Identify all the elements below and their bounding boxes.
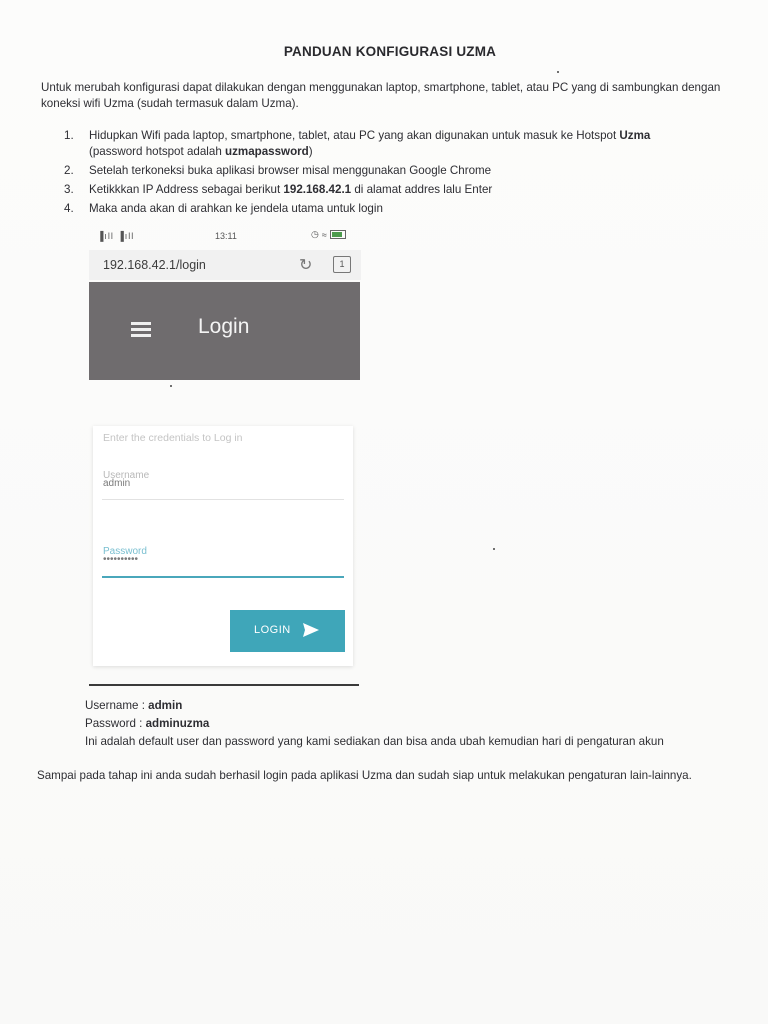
step-item-2 <box>64 163 744 179</box>
password-label: Password <box>103 546 147 557</box>
username-value: admin <box>148 699 183 712</box>
step-text-bold: Uzma <box>619 129 651 142</box>
scan-speck <box>170 385 172 387</box>
login-card <box>93 426 353 666</box>
step-text: Maka anda akan di arahkan ke jendela utama untuk login <box>89 202 383 215</box>
password-underline <box>102 576 344 578</box>
step-text-bold: 192.168.42.1 <box>283 183 352 196</box>
scan-speck <box>493 548 495 550</box>
password-field[interactable]: •••••••••• <box>103 554 139 565</box>
browser-address-bar[interactable] <box>89 250 361 280</box>
step-number: 4. <box>64 202 74 215</box>
password-line <box>85 715 755 733</box>
login-prompt: Enter the credentials to Log in <box>103 432 243 444</box>
battery-icon <box>330 230 346 239</box>
status-time: 13:11 <box>215 231 237 241</box>
app-bar <box>89 282 360 380</box>
step-number: 2. <box>64 164 74 177</box>
step-text <box>89 129 650 158</box>
step-item-1 <box>64 128 744 160</box>
hamburger-menu-icon[interactable] <box>131 322 151 336</box>
credentials-block <box>85 697 755 751</box>
steps-list <box>64 128 744 220</box>
step-text-part: Ketikkkan IP Address sebagai berikut <box>89 183 284 196</box>
divider-line <box>89 684 359 686</box>
step-number: 3. <box>64 183 74 196</box>
intro-paragraph: Untuk merubah konfigurasi dapat dilakukan dengan menggunakan laptop, smartphone, tablet, atau PC yang di sambungkan dengan koneksi wifi Uzma (sudah termasuk dalam Uzma). <box>41 81 721 110</box>
step-text <box>89 183 492 196</box>
phone-screenshot <box>89 226 361 688</box>
step-text-part: (password hotspot adalah <box>89 145 225 158</box>
step-text-bold: uzmapassword <box>225 145 309 158</box>
step-text-part: Hidupkan Wifi pada laptop, smartphone, tablet, atau PC yang akan digunakan untuk masuk ke Hotspot <box>89 129 620 142</box>
step-item-3 <box>64 182 744 198</box>
credentials-note: Ini adalah default user dan password yang kami sediakan dan bisa anda ubah kemudian hari di pengaturan akun <box>85 735 664 748</box>
app-bar-title: Login <box>198 315 250 338</box>
send-icon <box>302 622 320 638</box>
username-label: Username <box>103 470 150 481</box>
username-caption: Username : <box>85 699 149 712</box>
password-caption: Password : <box>85 717 146 730</box>
username-field[interactable]: admin <box>103 478 131 489</box>
step-text-part: ) <box>308 145 313 158</box>
signal-icon: ▐ıll ▐ıll <box>97 231 135 241</box>
step-item-4 <box>64 201 744 217</box>
scan-speck <box>557 71 559 73</box>
password-value: adminuzma <box>145 717 210 730</box>
username-line <box>85 697 755 715</box>
closing-paragraph: Sampai pada tahap ini anda sudah berhasil login pada aplikasi Uzma dan sudah siap untuk melakukan pengaturan lain-lainnya. <box>37 769 692 782</box>
login-button-label: LOGIN <box>254 624 291 636</box>
reload-icon[interactable]: ↻ <box>299 257 313 274</box>
username-underline <box>102 499 344 500</box>
step-text: Setelah terkoneksi buka aplikasi browser misal menggunakan Google Chrome <box>89 164 492 177</box>
alarm-icon: ◷ <box>311 229 319 239</box>
url-text[interactable]: 192.168.42.1/login <box>103 258 206 272</box>
tabs-icon[interactable]: 1 <box>333 256 351 273</box>
wifi-icon: ≈ <box>321 229 327 240</box>
login-button[interactable] <box>230 610 345 652</box>
step-number: 1. <box>64 129 74 142</box>
status-bar <box>89 226 361 248</box>
document-title: PANDUAN KONFIGURASI UZMA <box>283 44 497 59</box>
status-icons <box>311 229 346 240</box>
step-text-part: di alamat addres lalu Enter <box>351 183 493 196</box>
